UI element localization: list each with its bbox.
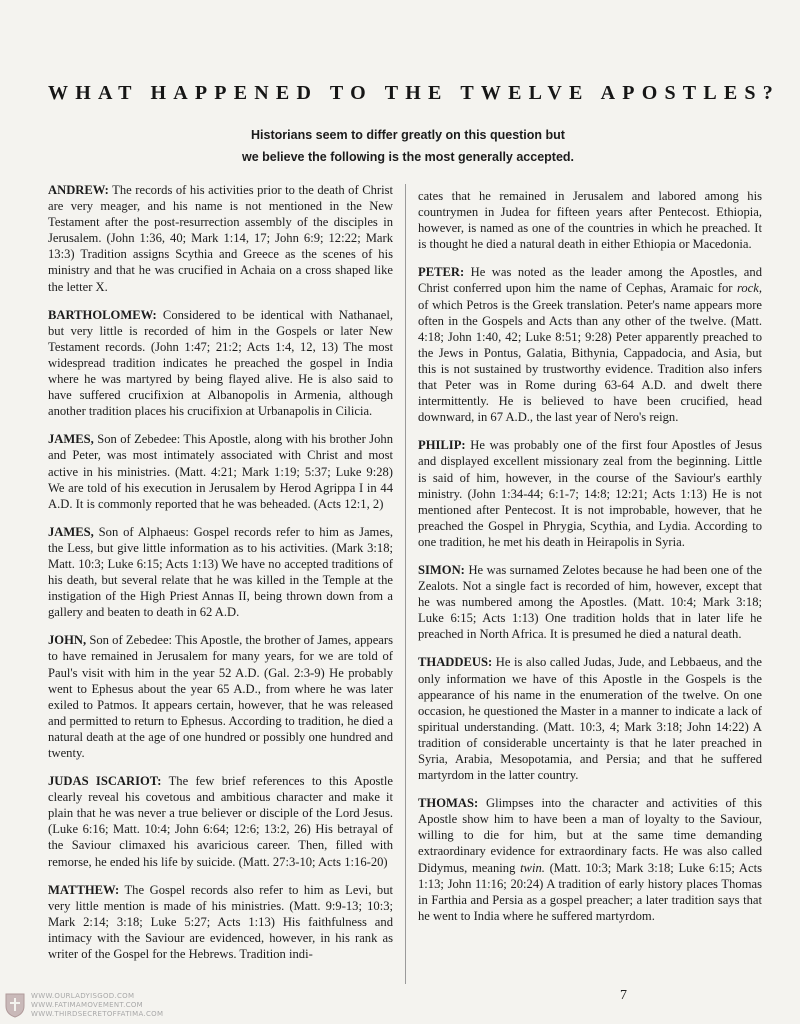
watermark-text [31, 992, 163, 1019]
apostle-name: SIMON: [418, 562, 465, 577]
apostle-text: Considered to be identical with Nathanael, but very little is recorded of him in the Gospels or later New Testament records. (John 1:47; 21:2; Acts 1:4, 12, 13) The most widespread tradition indicates he preached the gospel in India where he was martyred by being flayed alive. He is also said to have suffered crucifixion at Albanopolis in Armenia, although another tradition places his crucifixion at Urbanapolis in Cilicia. [48, 307, 393, 419]
apostle-name: JOHN, [48, 633, 87, 648]
entry-thomas [418, 795, 762, 924]
apostle-text: Son of Zebedee: This Apostle, the brother of James, appears to have remained in Jerusalem for many years, for we are told of Paul's visit with him in the year 52 A.D. (Gal. 2:3-9) He probably went to Ephesus about the year 65 A.D., from where he was later exiled to Patmos. It appears certain, however, that he was released and permitted to return to Ephesus. According to tradition, he died a natural death at the age of one hundred or possibly one hundred and twenty. [48, 633, 393, 760]
apostle-name: MATTHEW: [48, 882, 120, 897]
apostle-text: of which Petros is the Greek translation. Peter's name appears more often in the Gospels and Acts than any other of the twelve. (Matt. 4:18; John 1:40, 42; Luke 8:51; 9:28) Peter apparently preached to the Jews in Pontus, Galatia, Bithynia, Cappadocia, and Asia, but this is not sustained by trustworthy evidence. Tradition also infers that Peter was in Rome during 63-64 A.D. and dwelt there intermittently. He is believed to have been crucified, head downward, in 67 A.D., the last year of Nero's reign. [418, 297, 762, 425]
watermark [4, 992, 224, 1020]
subtitle-line-1: Historians seem to differ greatly on this question but [251, 128, 565, 142]
italic-word: rock, [736, 281, 762, 296]
entry-thaddeus [418, 654, 762, 783]
apostle-name: JAMES, [48, 432, 94, 447]
apostle-text: He is also called Judas, Jude, and Lebbaeus, and the only information we have of this Apostle in the Gospels is the appearance of his name in the enumeration of the twelve. On one occasion, he questioned the Master in a manner to indicate a lack of spiritual understanding. (Matt. 10:3, 4; Mark 3:18; John 14:22) A tradition of considerable uncertainty is that he later preached in Syria, Arabia, Mesopotamia, and Persia; and that he suffered martyrdom in the latter country. [418, 655, 762, 783]
watermark-line: WWW.OURLADYISGOD.COM [31, 992, 135, 1000]
apostle-name: JAMES, [48, 524, 94, 539]
entry-peter [418, 264, 762, 425]
entry-judas-iscariot [48, 773, 393, 870]
page-title: WHAT HAPPENED TO THE TWELVE APOSTLES? [48, 82, 780, 104]
entry-john [48, 632, 393, 761]
shield-icon [4, 992, 26, 1018]
apostle-text: He was noted as the leader among the Apostles, and Christ conferred upon him the name of Cephas, Aramaic for [418, 265, 762, 296]
entry-simon [418, 562, 762, 642]
entry-philip [418, 437, 762, 550]
apostle-text: He was probably one of the first four Apostles of Jesus and displayed excellent missionary zeal from the beginning. Little is said of him, however, in the course of the Saviour's earthly ministry. (John 1:34-44; 6:1-7; 14:8; 12:21; Acts 1:13) He is not mentioned after Pentecost. It is not improbable, however, that he preached the Gospel in Phrygia, Scythia, and Lydia. According to one tradition, he met his death in Heirapolis in Syria. [418, 438, 762, 549]
column-divider [405, 184, 406, 984]
entry-matthew-continued: cates that he remained in Jerusalem and labored among his countrymen in Judea for fifteen years after Pentecost. Ethiopia, however, is named as one of the countries in which he preached. It is thought he died a natural death in either Ethiopia or Macedonia. [418, 189, 762, 252]
entry-james-zebedee [48, 431, 393, 511]
apostle-name: BARTHOLOMEW: [48, 307, 157, 322]
apostle-text: The records of his activities prior to the death of Christ are very meager, and his name is not mentioned in the New Testament after the post-resurrection assembly of the disciples in Jerusalem. (John 1:36, 40; Mark 1:14, 17; John 6:9; 12:22; Mark 13:3) Tradition assigns Scythia and Greece as the scenes of his ministry and that he was crucified in Achaia on a cross shaped like the letter X. [48, 183, 393, 294]
entry-matthew [48, 882, 393, 962]
entry-james-alphaeus [48, 524, 393, 621]
watermark-line: WWW.FATIMAMOVEMENT.COM [31, 1001, 144, 1009]
subtitle-line-2: we believe the following is the most generally accepted. [241, 150, 575, 164]
apostle-text: He was surnamed Zelotes because he had been one of the Zealots. Not a single fact is recorded of him, however, except that he was numbered among the Apostles. (Matt. 10:4; Mark 3:18; Luke 6:15; Acts 1:13) One tradition holds that in later life he preached in North Africa. It is presumed he died a natural death. [418, 562, 762, 642]
apostle-text: Son of Alphaeus: Gospel records refer to him as James, the Less, but give little information as to his activities. (Mark 3:18; Matt. 10:3; Luke 6:15; Acts 1:13) We have no accepted traditions of his death, but several relate that he was killed in the Temple at the instigation of the High Priest Annas II, being thrown down from a gallery and beaten to death in 62 A.D. [48, 524, 393, 620]
page-number: 7 [620, 988, 627, 1003]
apostle-name: THOMAS: [418, 796, 479, 811]
apostle-text: The Gospel records also refer to him as Levi, but very little mention is made of his ministries. (Matt. 9:9-13; 10:3; Mark 2:14; 3:18; Luke 5:27; Acts 1:13) His faithfulness and intimacy with the Saviour are evidenced, however, in his rank as writer of the Gospel for the Hebrews. Tradition indi- [48, 882, 393, 962]
apostle-name: PETER: [418, 265, 465, 280]
apostle-text: (Matt. 10:3; Mark 3:18; Luke 6:15; Acts 1:13; John 11:16; 20:24) A tradition of early history places Thomas in Farthia and Persia as a gospel preacher; a later tradition says that he went to India where he suffered martyrdom. [418, 860, 762, 923]
italic-word: twin. [520, 860, 545, 875]
apostle-name: ANDREW: [48, 183, 109, 197]
entry-bartholomew [48, 307, 393, 420]
apostle-name: JUDAS ISCARIOT: [48, 774, 162, 789]
apostle-text: The few brief references to this Apostle clearly reveal his covetous and ambitious character and make it plain that he was never a true believer or disciple of the Lord Jesus. (Luke 6:16; Matt. 10:4; John 6:64; 12:6; 13:2, 26) His betrayal of the Saviour climaxed his avaricious career. Then, filled with remorse, he ended his life by suicide. (Matt. 27:3-10; Acts 1:16-20) [48, 774, 393, 869]
apostle-text: Son of Zebedee: This Apostle, along with his brother John and Peter, was most intimately associated with Christ and most active in his ministries. (Matt. 4:21; Mark 1:19; 5:37; Luke 9:28) We are told of his execution in Jerusalem by Herod Agrippa I in 44 A.D. It is commonly reported that he was beheaded. (Acts 12:1, 2) [48, 432, 393, 511]
left-column [48, 182, 393, 974]
apostle-name: THADDEUS: [418, 655, 493, 670]
apostle-name: PHILIP: [418, 438, 466, 453]
apostle-text: Glimpses into the character and activities of this Apostle show him to have been a man of loyalty to the Saviour, willing to die for him, but at the same time demanding extraordinary evidence for extraordinary facts. He was also called Didymus, meaning [418, 796, 762, 875]
watermark-line: WWW.THIRDSECRETOFFATIMA.COM [31, 1010, 164, 1018]
entry-andrew [48, 182, 393, 295]
right-column [418, 188, 762, 936]
